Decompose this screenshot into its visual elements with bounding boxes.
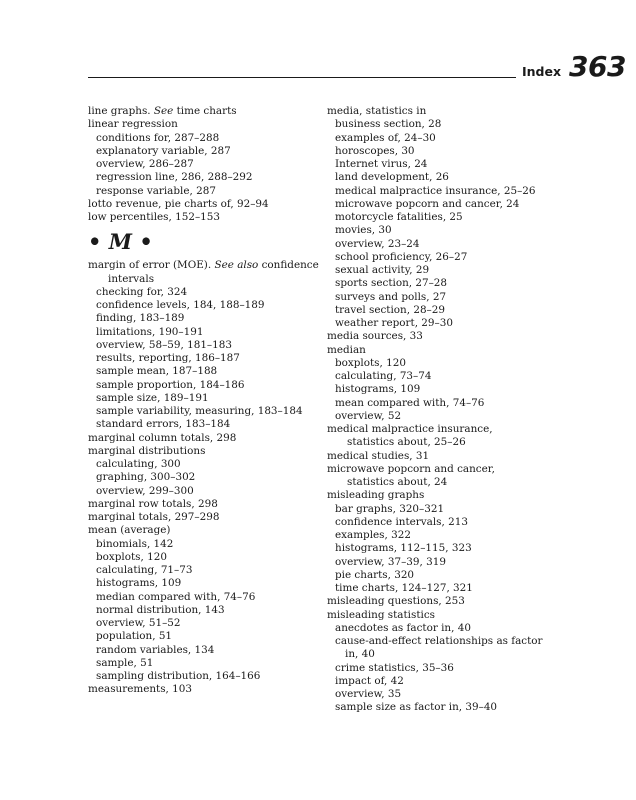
index-block-l [88, 105, 324, 224]
letter-heading-m [88, 226, 324, 258]
index-subentry: business section, 28 [335, 118, 442, 131]
index-entry: misleading graphs [327, 489, 425, 502]
index-entry: misleading questions, 253 [327, 595, 465, 608]
index-subentry: sports section, 27–28 [335, 277, 448, 290]
index-subentry: checking for, 324 [96, 285, 188, 298]
index-entry: microwave popcorn and cancer, [327, 462, 495, 475]
index-subentry: graphing, 300–302 [96, 471, 196, 484]
cross-reference-label: See also [214, 259, 259, 272]
index-subentry: conditions for, 287–288 [96, 131, 220, 144]
index-subentry: pie charts, 320 [335, 568, 415, 581]
index-subentry: crime statistics, 35–36 [335, 661, 454, 674]
index-subentry: anecdotes as factor in, 40 [335, 621, 471, 634]
index-subentry: sample proportion, 184–186 [96, 378, 245, 391]
index-subentry: medical malpractice insurance, 25–26 [335, 184, 536, 197]
cross-reference-label: See [153, 105, 174, 117]
index-subentry: sexual activity, 29 [335, 264, 430, 276]
index-subentry: regression line, 286, 288–292 [96, 171, 253, 184]
index-column-right [327, 105, 542, 715]
index-entry: measurements, 103 [88, 683, 192, 696]
index-subentry: bar graphs, 320–321 [335, 502, 445, 515]
index-subentry: overview, 52 [335, 409, 402, 422]
index-subentry: overview, 286–287 [96, 158, 194, 170]
index-subentry: examples of, 24–30 [335, 131, 436, 144]
cross-reference-target: time charts [173, 105, 237, 117]
index-entry [88, 105, 324, 118]
index-subentry: horoscopes, 30 [335, 144, 415, 157]
letter-glyph: M [108, 229, 132, 255]
index-subentry: calculating, 71–73 [96, 564, 193, 576]
index-subentry: standard errors, 183–184 [96, 418, 231, 431]
section-title: Index [522, 64, 562, 79]
index-entry: marginal distributions [88, 444, 206, 457]
index-entry: lotto revenue, pie charts of, 92–94 [88, 197, 269, 210]
index-subentry: population, 51 [96, 630, 173, 643]
index-subentry: results, reporting, 186–187 [96, 352, 240, 364]
index-entry: medical malpractice insurance, [327, 423, 493, 435]
index-subentry: calculating, 73–74 [335, 370, 432, 382]
index-subentry: random variables, 134 [96, 643, 215, 656]
index-subentry: sample variability, measuring, 183–184 [96, 405, 303, 417]
index-entry: marginal column totals, 298 [88, 431, 237, 444]
index-subentry: statistics about, 24 [347, 476, 448, 488]
index-subentry: travel section, 28–29 [335, 303, 445, 316]
index-subentry: binomials, 142 [96, 537, 174, 550]
index-subentry: histograms, 112–115, 323 [335, 542, 472, 555]
index-subentry: Internet virus, 24 [335, 158, 428, 170]
index-subentry: boxplots, 120 [335, 356, 406, 369]
entry-text: margin of error (MOE). [88, 259, 215, 272]
index-subentry: sampling distribution, 164–166 [96, 670, 261, 682]
letter-bullet-right: • [139, 229, 153, 255]
letter-bullet-left: • [88, 229, 102, 255]
index-subentry: in, 40 [345, 648, 375, 661]
index-subentry: motorcycle fatalities, 25 [335, 211, 463, 223]
index-subentry: sample size as factor in, 39–40 [335, 701, 498, 714]
index-entry: low percentiles, 152–153 [88, 211, 220, 223]
index-subentry: overview, 299–300 [96, 484, 194, 497]
index-subentry: overview, 51–52 [96, 617, 181, 629]
index-subentry: statistics about, 25–26 [347, 436, 466, 449]
index-subentry: microwave popcorn and cancer, 24 [335, 197, 520, 210]
index-entry: misleading statistics [327, 608, 435, 621]
index-subentry: sample mean, 187–188 [96, 365, 218, 378]
index-subentry: normal distribution, 143 [96, 603, 225, 616]
index-subentry: surveys and polls, 27 [335, 290, 447, 303]
index-subentry: sample size, 189–191 [96, 391, 209, 404]
index-subentry: histograms, 109 [96, 577, 182, 590]
index-subentry: mean compared with, 74–76 [335, 396, 485, 409]
index-column-left [88, 105, 324, 697]
index-entry: medical studies, 31 [327, 449, 430, 462]
index-subentry: impact of, 42 [335, 674, 404, 687]
index-subentry: overview, 58–59, 181–183 [96, 338, 232, 351]
entry-text: line graphs. [88, 105, 154, 117]
index-subentry: overview, 35 [335, 688, 402, 700]
index-entry: linear regression [88, 118, 178, 131]
index-subentry: overview, 37–39, 319 [335, 555, 446, 568]
index-subentry: histograms, 109 [335, 383, 421, 396]
index-entry: marginal totals, 297–298 [88, 511, 220, 523]
index-subentry: sample, 51 [96, 656, 154, 669]
index-subentry: school proficiency, 26–27 [335, 250, 468, 263]
index-block-m-continued [327, 105, 542, 715]
index-subentry: time charts, 124–127, 321 [335, 582, 473, 594]
index-subentry: calculating, 300 [96, 458, 181, 470]
header-rule [88, 77, 516, 78]
index-subentry: weather report, 29–30 [335, 317, 453, 329]
index-subentry: boxplots, 120 [96, 550, 167, 563]
index-subentry: overview, 23–24 [335, 237, 420, 250]
index-entry: media, statistics in [327, 105, 427, 117]
index-subentry: median compared with, 74–76 [96, 590, 256, 603]
running-header [88, 50, 626, 84]
index-subentry: land development, 26 [335, 171, 449, 184]
index-subentry: confidence levels, 184, 188–189 [96, 299, 265, 311]
page-number: 363 [569, 50, 626, 83]
index-subentry: finding, 183–189 [96, 312, 185, 325]
index-subentry: intervals [108, 272, 155, 285]
index-subentry: examples, 322 [335, 529, 411, 541]
index-subentry: explanatory variable, 287 [96, 144, 231, 157]
index-entry: mean (average) [88, 524, 171, 537]
index-entry: media sources, 33 [327, 330, 423, 343]
index-entry: median [327, 343, 366, 356]
index-block-m [88, 259, 324, 696]
index-subentry: limitations, 190–191 [96, 325, 204, 338]
index-subentry: response variable, 287 [96, 184, 216, 197]
index-entry [88, 259, 324, 272]
index-subentry: confidence intervals, 213 [335, 515, 468, 528]
index-entry: marginal row totals, 298 [88, 497, 218, 510]
index-subentry: movies, 30 [335, 224, 392, 237]
index-subentry: cause-and-effect relationships as factor [335, 635, 543, 647]
cross-reference-target: confidence [258, 259, 319, 272]
